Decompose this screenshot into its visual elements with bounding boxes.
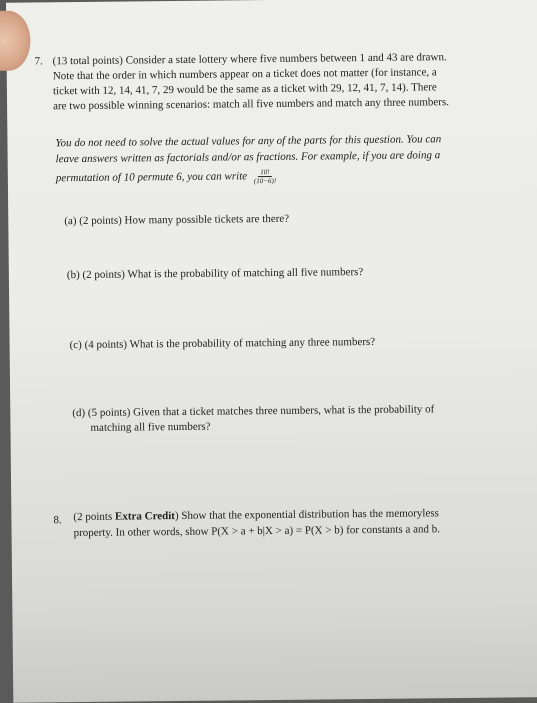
thumb xyxy=(0,11,31,71)
question-8-prompt-start: ) Show that the exponential distribution has the memoryless xyxy=(174,507,439,523)
factorial-fraction xyxy=(252,168,278,185)
instruction-note-line-3 xyxy=(56,165,516,187)
question-7-prompt-start: Consider a state lottery where five numbers between 1 and 43 are drawn. xyxy=(125,51,447,67)
question-7-line-3: ticket with 12, 14, 41, 7, 29 would be the same as a ticket with 29, 12, 41, 7, 14). There xyxy=(52,81,437,98)
instruction-note-line-3-text: permutation of 10 permute 6, you can write xyxy=(55,170,248,185)
part-d-line-1: (d) (5 points) Given that a ticket matches three numbers, what is the probability of xyxy=(72,403,435,420)
question-7-line-4: are two possible winning scenarios: match all five numbers and match any three numbers. xyxy=(53,96,450,113)
part-c: (c) (4 points) What is the probability of matching any three numbers? xyxy=(69,335,376,352)
question-8-line-2: property. In other words, show P(X > a + b|X > a) = P(X > b) for constants a and b. xyxy=(73,523,441,540)
question-8-points: (2 points xyxy=(73,510,113,524)
question-8-number: 8. xyxy=(53,514,62,527)
instruction-note-line-2: leave answers written as factorials and/or as fractions. For example, if you are doing a xyxy=(55,149,441,166)
fraction-numerator: 10! xyxy=(258,168,271,177)
extra-credit-label: Extra Credit xyxy=(114,510,176,523)
question-7-number: 7. xyxy=(34,55,43,68)
question-7-points: (13 total points) xyxy=(52,54,123,68)
fraction-denominator: (10−6)! xyxy=(253,176,277,186)
worksheet-page xyxy=(6,0,537,703)
question-7-line-2: Note that the order in which numbers appear on a ticket does not matter (for instance, a xyxy=(52,66,437,83)
part-d-line-2: matching all five numbers? xyxy=(90,420,211,434)
instruction-note-line-1: You do not need to solve the actual values for any of the parts for this question. You can xyxy=(55,133,442,150)
part-a: (a) (2 points) How many possible tickets are there? xyxy=(64,212,290,228)
part-b: (b) (2 points) What is the probability of matching all five numbers? xyxy=(66,266,364,282)
